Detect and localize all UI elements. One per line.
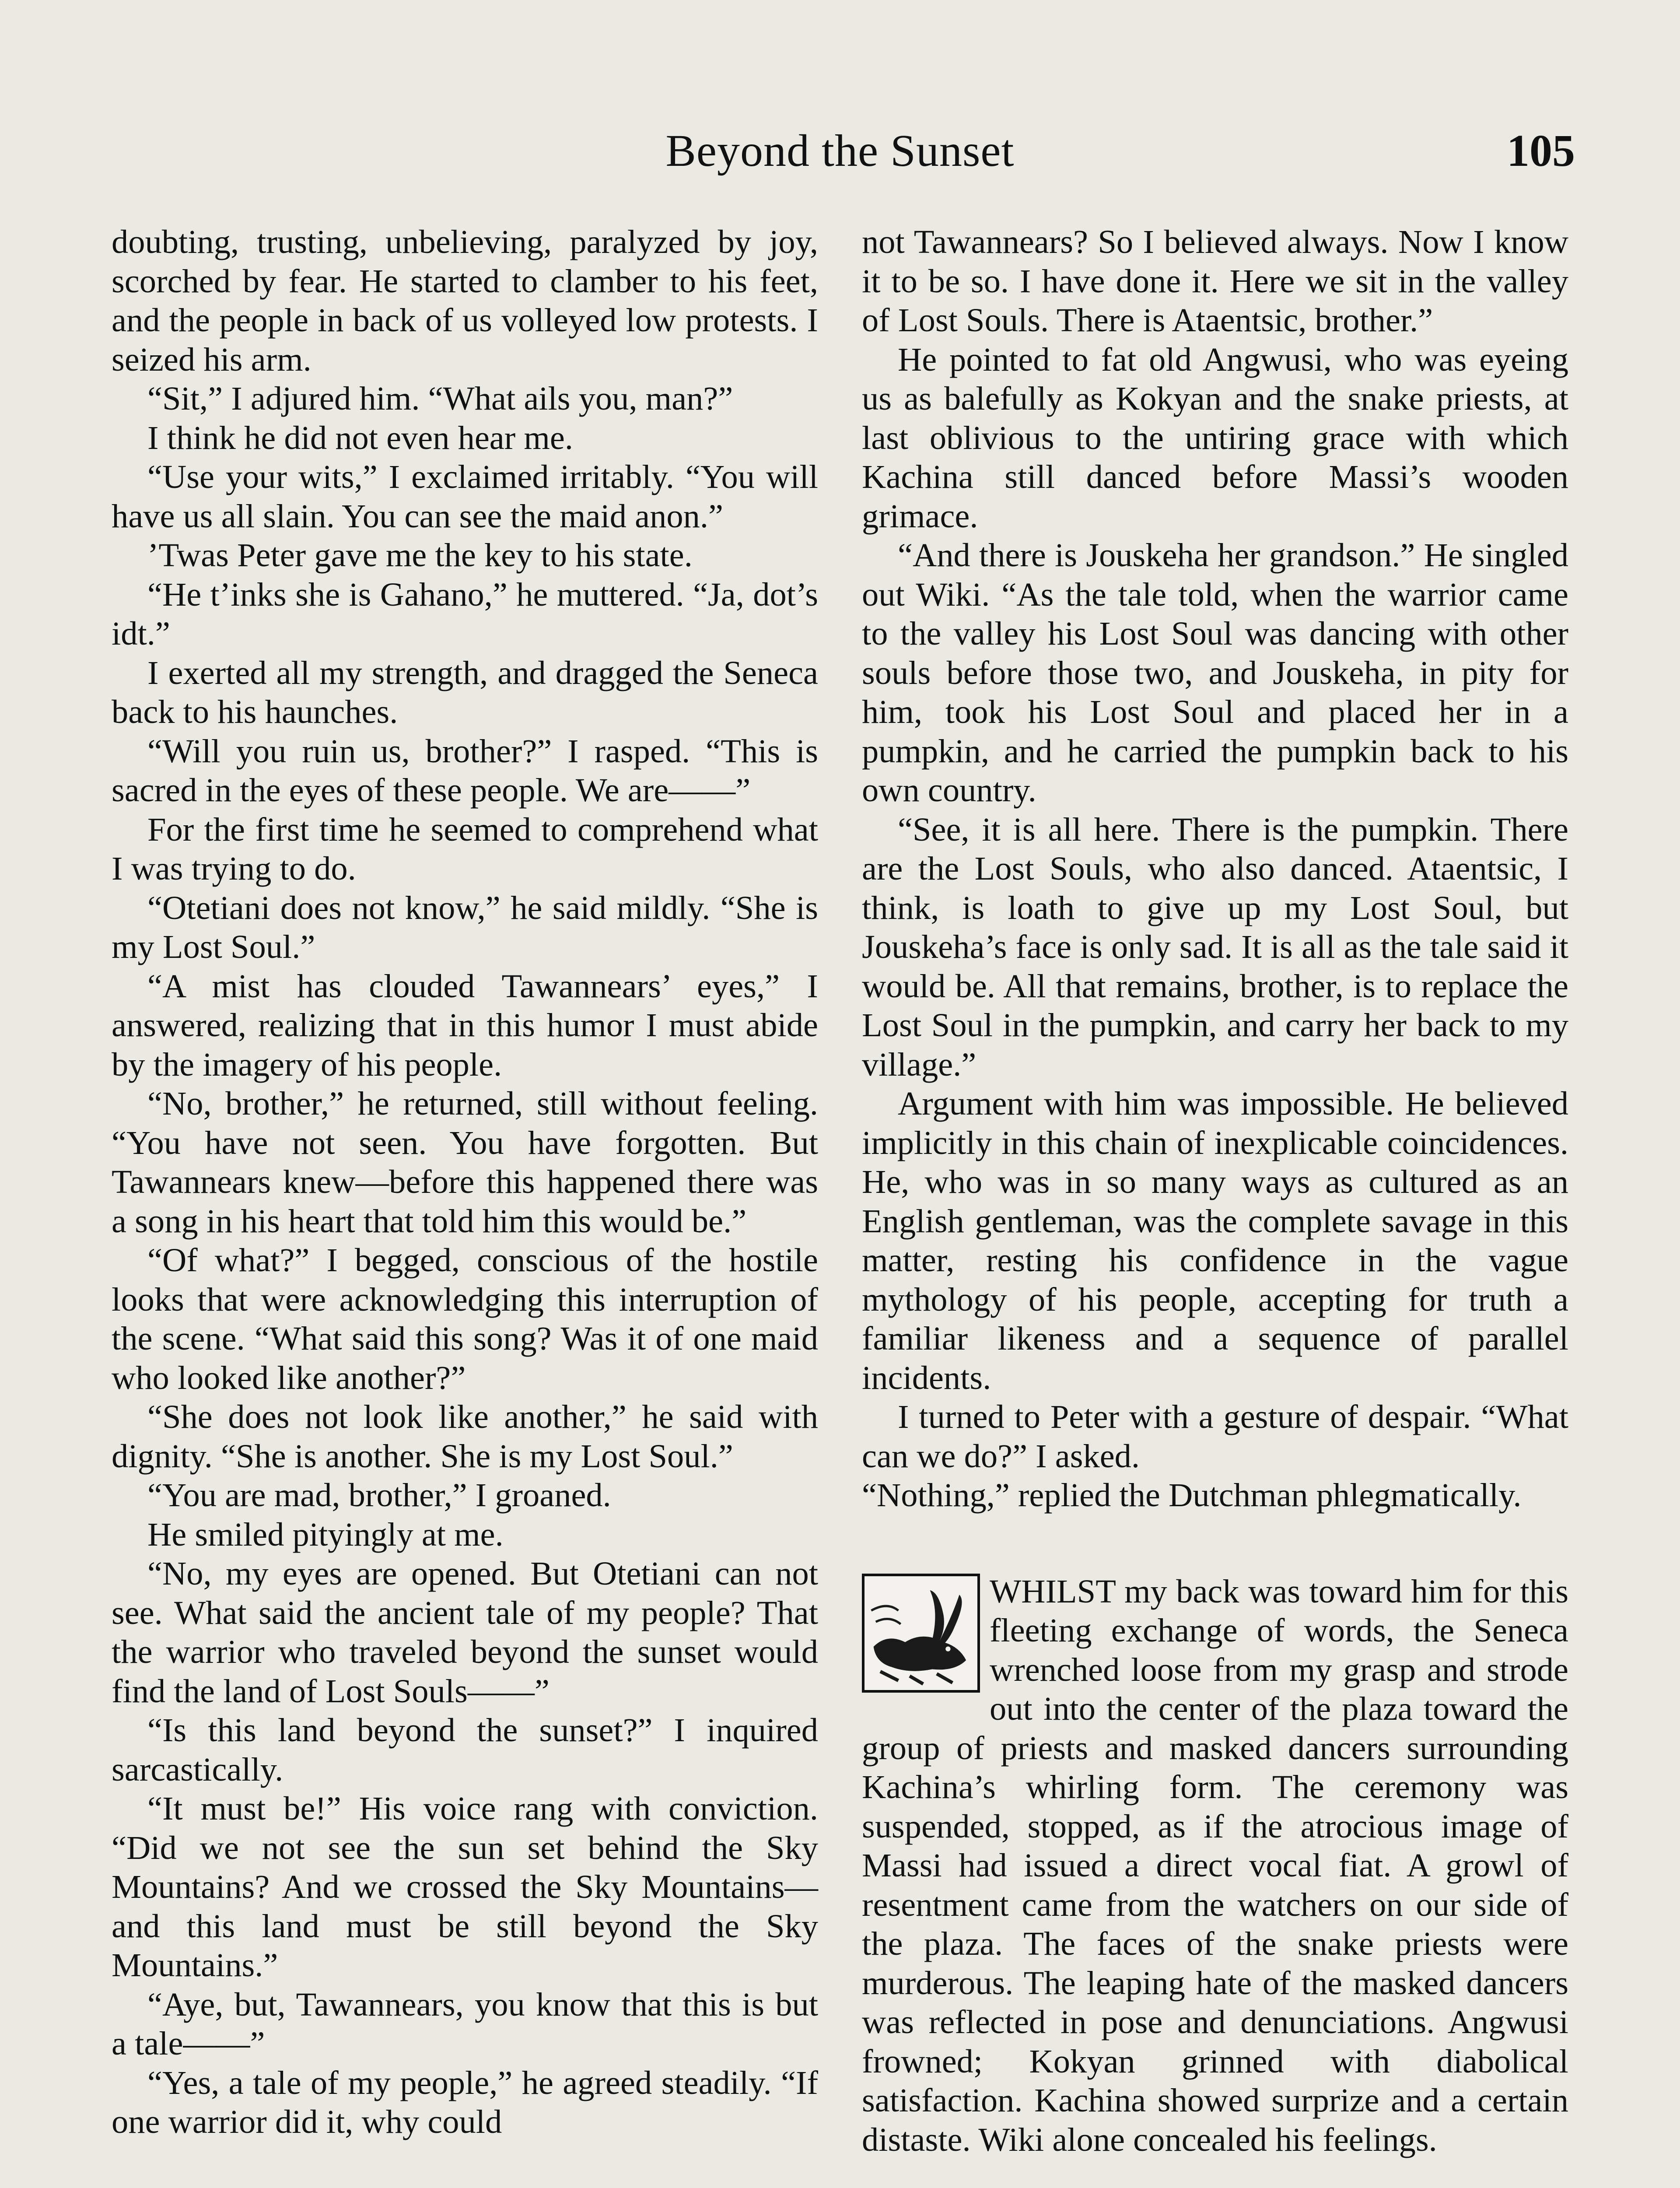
running-head-title: Beyond the Sunset bbox=[665, 126, 1015, 176]
paragraph: ’Twas Peter gave me the key to his state. bbox=[147, 536, 693, 574]
section-opening-paragraph bbox=[862, 1572, 1568, 2160]
paragraph: “Sit,” I adjured him. “What ails you, man?” bbox=[147, 380, 733, 417]
section-text: my back was toward him for this fleeting exchange of words, the Seneca wrenched loose from my grasp and strode out into the center of the plaza toward the group of priests and masked dancers surrounding Kachina’s whirling form. The ceremony was suspended, stopped, as if the atrocious image of Massi had issued a direct vocal fiat. A growl of resentment came from the watchers on our side of the plaza. The faces of the snake priests were murderous. The leaping hate of the masked dancers was reflected in pose and denunciations. Angwusi frowned; Kokyan grinned with diabolical satisfaction. Kachina showed surprize and a certain distaste. Wiki alone concealed his feelings. bbox=[862, 1572, 1568, 2158]
paragraph: “Nothing,” replied the Dutchman phlegmatically. bbox=[862, 1476, 1522, 1514]
paragraph: “Is this land beyond the sunset?” I inquired sarcastically. bbox=[112, 1711, 818, 1788]
left-text-column bbox=[112, 222, 818, 2142]
paragraph: “Use your wits,” I exclaimed irritably. “You will have us all slain. You can see the maid anon.” bbox=[112, 458, 818, 535]
paragraph: For the first time he seemed to comprehend what I was trying to do. bbox=[112, 810, 818, 887]
rabbit-illustration-icon bbox=[862, 1574, 980, 1693]
paragraph: Argument with him was impossible. He believed implicitly in this chain of inexplicable coincidences. He, who was in so many ways as cultured as an English gentleman, was the complete savage in this matter, resting his confidence in the vague mythology of his people, accepting for truth a familiar likeness and a sequence of parallel incidents. bbox=[862, 1085, 1568, 1396]
paragraph: I exerted all my strength, and dragged the Seneca back to his haunches. bbox=[112, 654, 818, 730]
section-break bbox=[862, 1515, 1568, 1572]
paragraph: I think he did not even hear me. bbox=[147, 419, 573, 456]
paragraph: doubting, trusting, unbelieving, paralyzed by joy, scorched by fear. He started to clamber to his feet, and the people in back of us volleyed low protests. I seized his arm. bbox=[112, 223, 818, 378]
paragraph: “She does not look like another,” he said with dignity. “She is another. She is my Lost Soul.” bbox=[112, 1398, 818, 1475]
lead-word: WHILST bbox=[990, 1572, 1116, 1610]
paragraph: “Of what?” I begged, conscious of the hostile looks that were acknowledging this interruption of the scene. “What said this song? Was it of one maid who looked like another?” bbox=[112, 1241, 818, 1396]
paragraph: “And there is Jouskeha her grandson.” He singled out Wiki. “As the tale told, when the warrior came to the valley his Lost Soul was dancing with other souls before those two, and Jouskeha, in pity for him, took his Lost Soul and placed her in a pumpkin, and he carried the pumpkin back to his own country. bbox=[862, 536, 1568, 809]
paragraph: “You are mad, brother,” I groaned. bbox=[147, 1476, 611, 1514]
right-text-column bbox=[862, 222, 1568, 2159]
paragraph: I turned to Peter with a gesture of despair. “What can we do?” I asked. bbox=[862, 1398, 1568, 1475]
paragraph: He smiled pityingly at me. bbox=[147, 1515, 504, 1553]
paragraph: “No, brother,” he returned, still without feeling. “You have not seen. You have forgotten. But Tawannears knew—before this happened there was a song in his heart that told him this would be.” bbox=[112, 1085, 818, 1240]
paragraph: “Aye, but, Tawannears, you know that this is but a tale——” bbox=[112, 1985, 818, 2062]
paragraph: “Otetiani does not know,” he said mildly. “She is my Lost Soul.” bbox=[112, 889, 818, 965]
paragraph: “Will you ruin us, brother?” I rasped. “This is sacred in the eyes of these people. We are——” bbox=[112, 732, 818, 809]
paragraph: He pointed to fat old Angwusi, who was eyeing us as balefully as Kokyan and the snake priests, at last oblivious to the untiring grace with which Kachina still danced before Massi’s wooden grimace. bbox=[862, 340, 1568, 535]
paragraph: “It must be!” His voice rang with conviction. “Did we not see the sun set behind the Sky Mountains? And we crossed the Sky Mountains—and this land must be still beyond the Sky Mountains.” bbox=[112, 1790, 818, 1984]
paragraph: “A mist has clouded Tawannears’ eyes,” I answered, realizing that in this humor I must abide by the imagery of his people. bbox=[112, 967, 818, 1083]
paragraph: not Tawannears? So I believed always. Now I know it to be so. I have done it. Here we sit in the valley of Lost Souls. There is Ataentsic, brother.” bbox=[862, 223, 1568, 339]
paragraph: “No, my eyes are opened. But Otetiani can not see. What said the ancient tale of my people? That the warrior who traveled beyond the sunset would find the land of Lost Souls——” bbox=[112, 1555, 818, 1710]
paragraph: “See, it is all here. There is the pumpkin. There are the Lost Souls, who also danced. Ataentsic, I think, is loath to give up my Lost Soul, but Jouskeha’s face is only sad. It is all as the tale said it would be. All that remains, brother, is to replace the Lost Soul in the pumpkin, and carry her back to my village.” bbox=[862, 810, 1568, 1083]
paragraph: “Yes, a tale of my people,” he agreed steadily. “If one warrior did it, why could bbox=[112, 2064, 818, 2140]
page-number: 105 bbox=[1507, 126, 1575, 176]
paragraph: “He t’inks she is Gahano,” he muttered. “Ja, dot’s idt.” bbox=[112, 575, 818, 652]
